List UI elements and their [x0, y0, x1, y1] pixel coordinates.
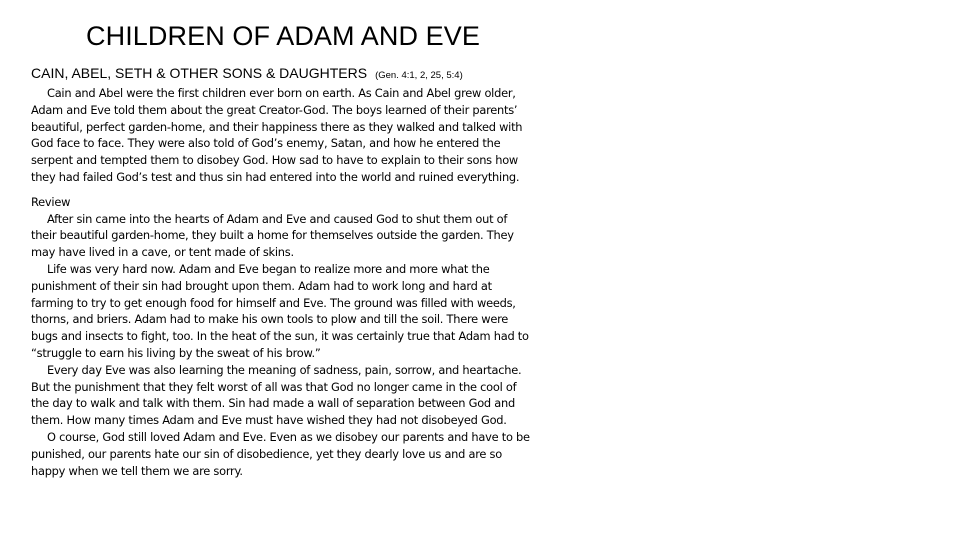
slide-subtitle: CAIN, ABEL, SETH & OTHER SONS & DAUGHTERS	[31, 65, 368, 81]
body-text	[31, 85, 531, 479]
review-heading: Review	[31, 194, 71, 209]
scripture-reference: (Gen. 4:1, 2, 25, 5:4)	[375, 70, 463, 81]
review-paragraph: O course, God still loved Adam and Eve. Even as we disobey our parents and have to be punished, our parents hate our sin of disobedience, yet they dearly love us and are so happy when we tell them we are sorry.	[31, 429, 530, 478]
review-paragraph: Every day Eve was also learning the meaning of sadness, pain, sorrow, and heartache. But the punishment that they felt worst of all was that God no longer came in the cool of the day to walk and talk with them. Sin had made a wall of separation between God and them. How many times Adam and Eve must have wished they had not disobeyed God.	[31, 362, 522, 428]
subtitle-row	[31, 63, 463, 86]
intro-paragraph: Cain and Abel were the first children ever born on earth. As Cain and Abel grew older, Adam and Eve told them about the great Creator-God. The boys learned of their parents’ beautiful, perfect garden-home, and their happiness there as they walked and talked with God face to face. They were also told of God’s enemy, Satan, and how he entered the serpent and tempted them to disobey God. How sad to have to explain to their sons how they had failed God’s test and thus sin had entered into the world and ruined everything.	[31, 86, 523, 184]
review-paragraph: After sin came into the hearts of Adam and Eve and caused God to shut them out of their beautiful garden-home, they built a home for themselves outside the garden. They may have lived in a cave, or tent made of skins.	[31, 211, 514, 260]
slide-title: CHILDREN OF ADAM AND EVE	[86, 21, 480, 51]
review-paragraph: Life was very hard now. Adam and Eve began to realize more and more what the punishment of their sin had brought upon them. Adam had to work long and hard at farming to try to get enough food for himself and Eve. The ground was filled with weeds, thorns, and briers. Adam had to make his own tools to plow and till the soil. There were bugs and insects to fight, too. In the heat of the sun, it was certainly true that Adam had to “struggle to earn his living by the sweat of his brow.”	[31, 261, 529, 360]
